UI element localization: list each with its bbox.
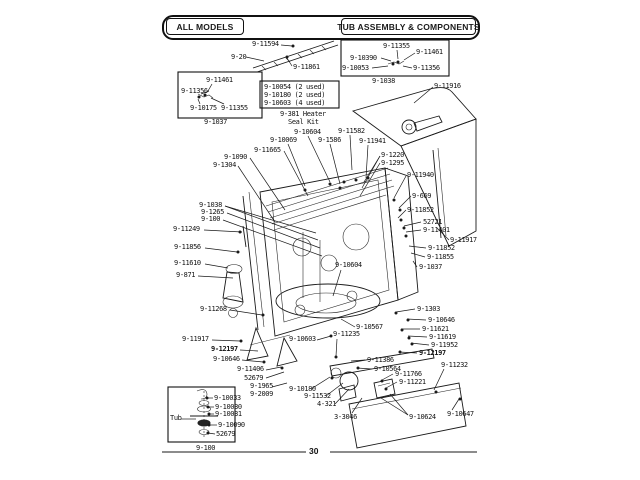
part-callout: 9-10053: [342, 64, 369, 72]
mounting-braces: [247, 328, 297, 366]
part-callout: 9-10646: [428, 316, 455, 324]
header-left-label: ALL MODELS: [166, 18, 244, 35]
part-callout: 9-11852: [407, 206, 434, 214]
part-callout: 9-12197: [211, 345, 238, 353]
part-callout: 9-10624: [409, 413, 436, 421]
part-callout: 9-11916: [434, 82, 461, 90]
part-callout: 9-11665: [254, 146, 281, 154]
part-callout: 9-11232: [441, 361, 468, 369]
part-callout: 9-11268: [200, 305, 227, 313]
part-callout: 9-1038: [199, 201, 222, 209]
part-callout: 9-11249: [173, 225, 200, 233]
part-callout: 9-1037: [204, 118, 227, 126]
page-number: 30: [309, 446, 319, 456]
part-callout: 9-10090: [218, 421, 245, 429]
part-callout: 9-10390: [350, 54, 377, 62]
part-callout: 9-1038: [372, 77, 395, 85]
part-callout: 9-11621: [422, 325, 449, 333]
part-callout: 9-11952: [431, 341, 458, 349]
part-callout: 9-1965: [250, 382, 273, 390]
part-callout: 9-100: [201, 215, 221, 223]
part-callout: 9-11861: [293, 63, 320, 71]
part-callout: 9-20: [231, 53, 247, 61]
detail-circle: [293, 238, 311, 256]
part-callout: 9-10030: [215, 403, 242, 411]
part-callout: 9-11532: [304, 392, 331, 400]
part-callout: 9-10603: [289, 335, 316, 343]
header-right-label: TUB ASSEMBLY & COMPONENTS: [341, 18, 476, 35]
part-callout: Seal Kit: [288, 118, 319, 126]
part-callout: 9-10175: [190, 104, 217, 112]
part-callout: 9-10604: [335, 261, 362, 269]
part-callout: 9-10069: [270, 136, 297, 144]
part-callout: 9-11856: [174, 243, 201, 251]
part-callout: 9-11461: [416, 48, 443, 56]
junction-box: [374, 379, 395, 398]
part-callout: 9-1586: [318, 136, 341, 144]
part-callout: 9-1304: [213, 161, 236, 169]
part-callout: 9-11356: [413, 64, 440, 72]
part-callout: 9-11855: [427, 253, 454, 261]
part-callout: 9-11406: [237, 365, 264, 373]
tub-body: [260, 168, 418, 336]
part-callout: 9-10033: [214, 394, 241, 402]
part-callout: 9-10646: [213, 355, 240, 363]
key-slot-icon: [402, 120, 416, 134]
detail-circle: [343, 224, 369, 250]
part-callout: 9-381 Heater: [280, 110, 326, 118]
part-callout: 9-11582: [338, 127, 365, 135]
part-callout: 9-11917: [450, 236, 477, 244]
part-callout: 9-10564: [374, 365, 401, 373]
part-callout: 9-11221: [399, 378, 426, 386]
part-callout: 9-11355: [383, 42, 410, 50]
part-callout: 3-3046: [334, 413, 357, 421]
part-callout: 9-11852: [428, 244, 455, 252]
part-callout: 9-10647: [447, 410, 474, 418]
part-callout: 9-10603 (4 used): [264, 99, 326, 107]
part-callout: 9-11941: [359, 137, 386, 145]
part-callout: 9-2009: [250, 390, 273, 398]
part-callout: 9-871: [176, 271, 196, 279]
part-callout: 9-1090: [224, 153, 247, 161]
part-callout: Tub: [170, 414, 182, 422]
part-callout: 52679: [216, 430, 236, 438]
part-callout: 9-11917: [182, 335, 209, 343]
part-callout: 52679: [244, 374, 264, 382]
side-panel: [353, 88, 476, 246]
part-callout: 9-669: [412, 192, 432, 200]
part-callout: 9-10031: [215, 410, 242, 418]
part-callout: 9-1295: [381, 159, 404, 167]
part-callout: 9-10180: [289, 385, 316, 393]
part-callout: 9-10180 (2 used): [264, 91, 326, 99]
part-callout: 9-1220: [381, 151, 404, 159]
part-callout: 9-11401: [423, 226, 450, 234]
part-callout: 9-11766: [395, 370, 422, 378]
part-callout: 9-11355: [221, 104, 248, 112]
part-callout: 9-10567: [356, 323, 383, 331]
part-callout: 9-11594: [252, 40, 279, 48]
part-callout: 9-11235: [333, 330, 360, 338]
part-callout: 9-10604: [294, 128, 321, 136]
part-callout: 9-1265: [201, 208, 224, 216]
part-callout: 9-11356: [181, 87, 208, 95]
part-callout: 9-11619: [429, 333, 456, 341]
part-callout: 9-1303: [417, 305, 440, 313]
part-callout: 9-11461: [206, 76, 233, 84]
part-callout: 9-12197: [419, 349, 446, 357]
part-callout: 9-11610: [174, 259, 201, 267]
part-callout: 52721: [423, 218, 443, 226]
part-callout: 9-11386: [367, 356, 394, 364]
hinge-right-parts: [388, 61, 404, 64]
part-callout: 9-100: [196, 444, 216, 452]
part-callout: 4-321: [317, 400, 337, 408]
part-callout: 9-10054 (2 used): [264, 83, 326, 91]
part-callout: 9-1037: [419, 263, 442, 271]
part-callout: 9-11940: [407, 171, 434, 179]
